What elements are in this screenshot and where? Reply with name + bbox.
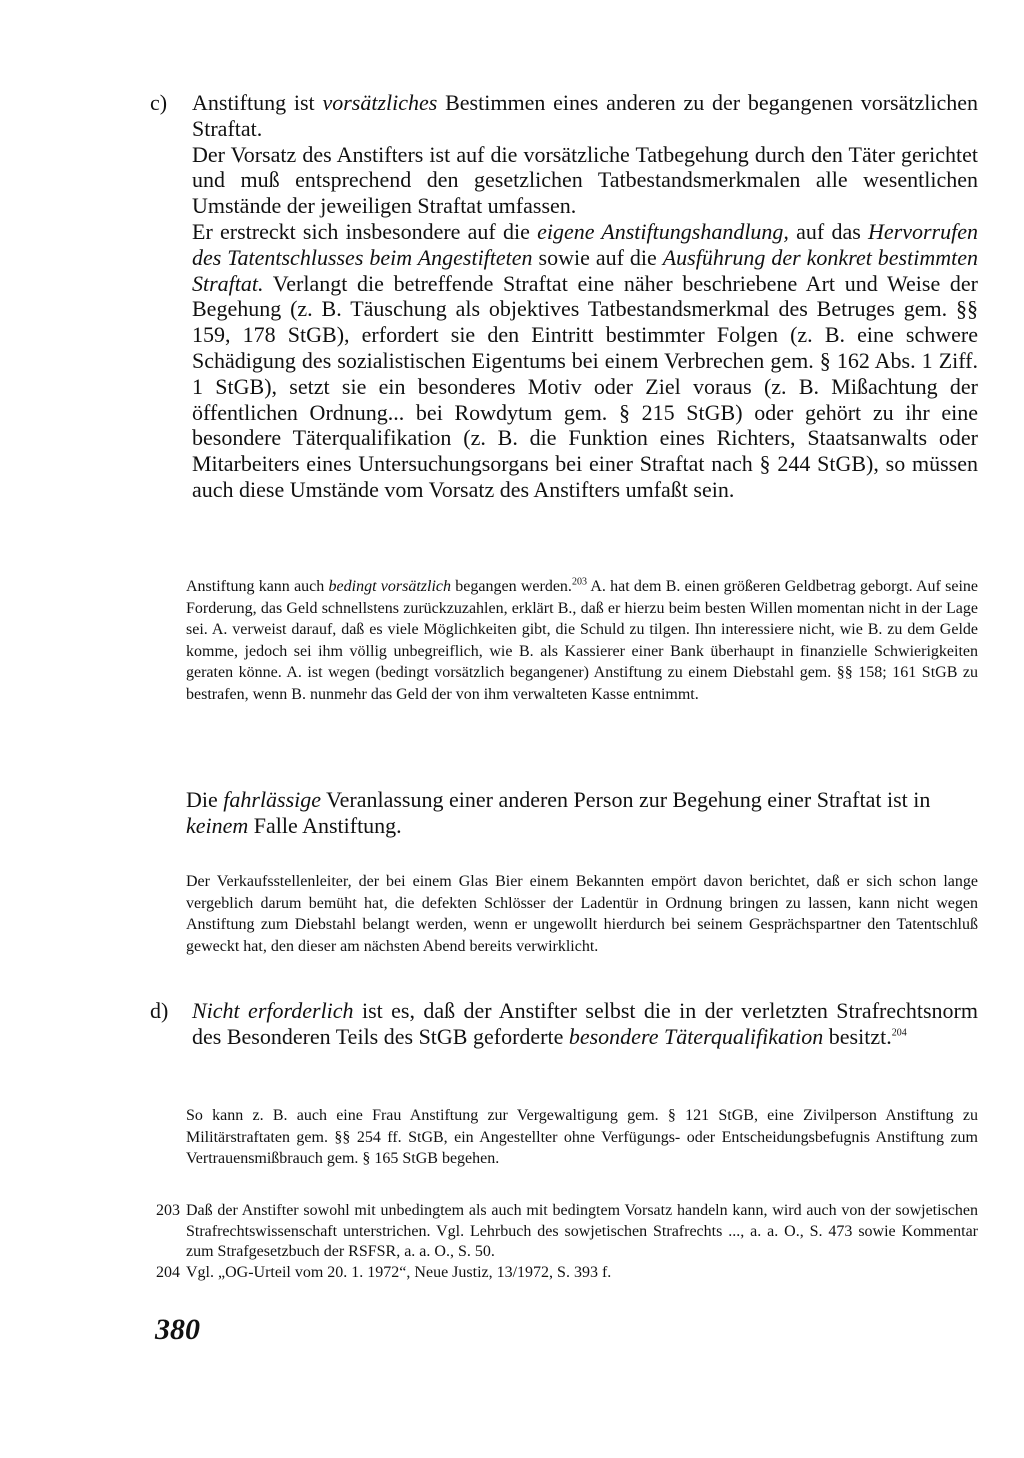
footnote-number: 204 bbox=[156, 1263, 180, 1281]
section-d bbox=[150, 998, 978, 1050]
section-d-label: d) bbox=[150, 998, 169, 1023]
section-c bbox=[150, 90, 978, 503]
paragraph-fahrlaessige: Die fahrlässige Veranlassung einer anderen Person zur Begehung einer Straftat ist in keinem Falle Anstiftung. bbox=[186, 787, 931, 838]
footnote-203 bbox=[156, 1201, 978, 1263]
example-verkaufsstellenleiter: Der Verkaufsstellenleiter, der bei einem Glas Bier einem Bekannten empört davon berichtet, daß er sich schon lange vergeblich darum bemüht hat, die defekten Schlösser der Ladentür in Ordnung bringen zu lassen, kann nicht wegen Anstiftung zum Diebstahl belangt werden, wenn er ungewollt hierdurch bei seinem Gesprächspartner den Tatentschluß geweckt hat, den dieser am nächsten Abend bereits verwirklicht. bbox=[186, 873, 978, 955]
footnotes bbox=[156, 1201, 978, 1283]
section-d-paragraph: Nicht erforderlich ist es, daß der Anstifter selbst die in der verletzten Strafrechtsnorm des Besonderen Teils des StGB geforderte besondere Täterqualifikation besitzt.$^{204}$ bbox=[192, 998, 978, 1049]
example-bedingt-vorsaetzlich: Anstiftung kann auch bedingt vorsätzlich begangen werden.$^{203}$ A. hat dem B. einen größeren Geldbetrag geborgt. Auf seine Forderung, das Geld schnellstens zurückzuzahlen, erklärt B., daß er hierzu beim besten Willen momentan nicht in der Lage sei. A. verweist darauf, daß es viele Möglichkeiten gibt, die Schuld zu tilgen. Ihn interessiere nicht, wie B. zu dem Gelde komme, jedoch sei ihm völlig unbegreiflich, wie B. als Kassierer einer Bank überhaupt in finanzielle Schwierigkeiten geraten könne. A. ist wegen (bedingt vorsätzlich begangener) Anstiftung zu einem Diebstahl gem. §§ 158; 161 StGB zu bestrafen, wenn B. nunmehr das Geld der von ihm verwalteten Kasse entnimmt. bbox=[186, 576, 979, 703]
page-number: 380 bbox=[155, 1313, 200, 1346]
footnote-204 bbox=[156, 1263, 978, 1284]
footnote-text: Daß der Anstifter sowohl mit unbedingtem als auch mit bedingtem Vorsatz handeln kann, wird auch von der sowjetischen Strafrechtswissenschaft unterstrichen. Vgl. Lehrbuch des sowjetischen Strafrechts ..., a. a. O., S. 473 sowie Kommentar zum Strafgesetzbuch der RSFSR, a. a. O., S. 50. bbox=[186, 1202, 978, 1260]
section-c-paragraph-3: Er erstreckt sich insbesondere auf die eigene Anstiftungshandlung, auf das Hervorrufen des Tatentschlusses beim Angestifteten sowie auf die Ausführung der konkret bestimmten Straftat. Verlangt die betreffende Straftat eine näher beschriebene Art und Weise der Begehung (z. B. Täuschung als objektives Tatbestandsmerkmal des Betruges gem. §§ 159, 178 StGB), erfordert sie den Eintritt bestimmter Folgen (z. B. eine schwere Schädigung des sozialistischen Eigentums bei einem Verbrechen gem. § 162 Abs. 1 Ziff. 1 StGB), setzt sie ein besonderes Motiv oder Ziel voraus (z. B. Mißachtung der öffentlichen Ordnung... bei Rowdytum gem. § 215 StGB) oder gehört zu ihr eine besondere Täterqualifikation (z. B. die Funktion eines Richters, Staatsanwalts oder Mitarbeiters eines Untersuchungsorgans bei einer Straftat nach § 244 StGB), so müssen auch diese Umstände vom Vorsatz des Anstifters umfaßt sein. bbox=[192, 218, 978, 502]
footnote-number: 203 bbox=[156, 1202, 180, 1219]
section-c-label: c) bbox=[150, 90, 168, 115]
example-taeterqualifikation: So kann z. B. auch eine Frau Anstiftung zur Vergewaltigung gem. § 121 StGB, eine Zivilperson Anstiftung zu Militärstraftaten gem. §§ 254 ff. StGB, ein Angestellter ohne Verfügungs- oder Entscheidungsbefugnis Anstiftung zum Vertrauensmißbrauch gem. § 165 StGB begehen. bbox=[186, 1107, 978, 1167]
footnote-text: Vgl. „OG-Urteil vom 20. 1. 1972“, Neue Justiz, 13/1972, S. 393 f. bbox=[186, 1263, 612, 1281]
section-c-paragraph-2: Der Vorsatz des Anstifters ist auf die vorsätzliche Tatbegehung durch den Täter gerichtet und muß entsprechend den gesetzlichen Tatbestandsmerkmalen alle wesentlichen Umstände der jeweiligen Straftat umfassen. bbox=[192, 141, 978, 219]
section-c-paragraph-1: Anstiftung ist vorsätzliches Bestimmen eines anderen zu der begangenen vorsätzlichen Straftat. bbox=[192, 90, 978, 141]
